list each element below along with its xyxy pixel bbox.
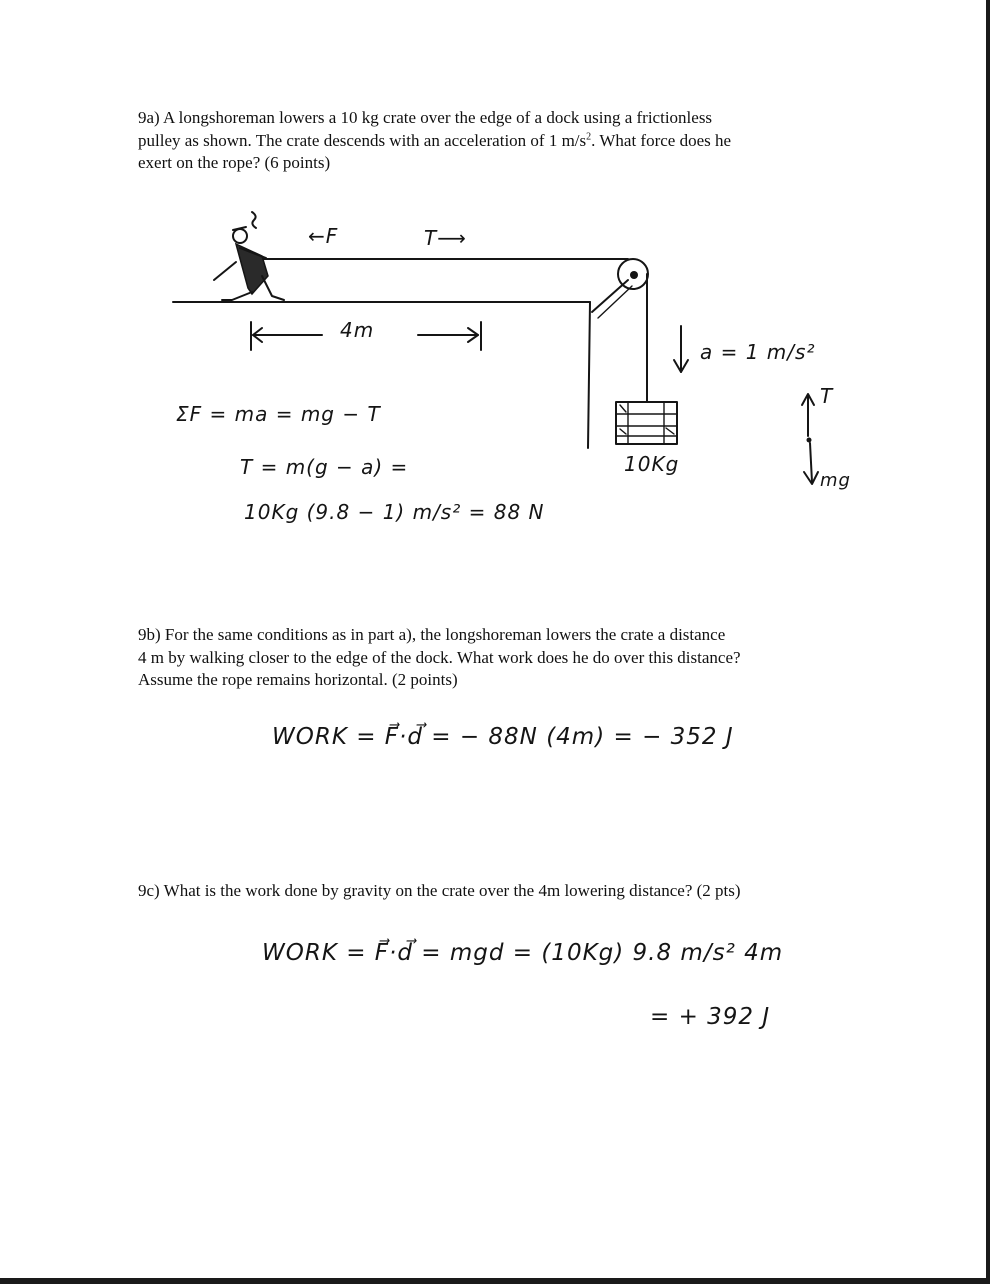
fbd-weight-label: mg bbox=[820, 470, 851, 491]
question-9a-line-1: 9a) A longshoreman lowers a 10 kg crate over the edge of a dock using a frictionless bbox=[138, 108, 713, 127]
scan-edge-bottom bbox=[0, 1278, 990, 1284]
tension-arrow-label: T⟶ bbox=[424, 226, 467, 250]
solution-9b: WORK = F⃗·d⃗ = − 88N (4m) = − 352 J bbox=[272, 724, 734, 750]
solution-9a-line-1: ΣF = ma = mg − T bbox=[176, 402, 381, 426]
longshoreman-figure bbox=[214, 212, 284, 300]
acceleration-label: a = 1 m/s² bbox=[700, 340, 816, 364]
force-arrow-label: ←F bbox=[308, 224, 339, 248]
free-body-diagram bbox=[802, 394, 818, 484]
solution-9a-line-2: T = m(g − a) = bbox=[240, 455, 409, 479]
acceleration-arrow bbox=[674, 326, 688, 372]
question-9b-line-1: 9b) For the same conditions as in part a), the longshoreman lowers the crate a distance bbox=[138, 625, 726, 644]
question-9a-line-2: pulley as shown. The crate descends with an acceleration of 1 $m/s^2$. What force does he bbox=[138, 130, 732, 150]
solution-9a-line-3: 10Kg (9.8 − 1) m/s² = 88 N bbox=[244, 500, 545, 524]
solution-9c-line-2: = + 392 J bbox=[650, 1004, 771, 1030]
question-9b-line-3: Assume the rope remains horizontal. (2 points) bbox=[138, 670, 458, 689]
fbd-tension-label: T bbox=[820, 384, 834, 408]
pulley-axle bbox=[630, 271, 638, 279]
crate-10kg bbox=[616, 402, 677, 444]
question-9c-line-1: 9c) What is the work done by gravity on the crate over the 4m lowering distance? (2 pts) bbox=[138, 881, 741, 900]
distance-label: 4m bbox=[340, 318, 375, 342]
question-9c bbox=[138, 880, 741, 903]
solution-9c-line-1: WORK = F⃗·d⃗ = mgd = (10Kg) 9.8 m/s² 4m bbox=[262, 940, 784, 966]
question-9b-line-2: 4 m by walking closer to the edge of the dock. What work does he do over this distance? bbox=[138, 647, 741, 667]
question-9a-line-3: exert on the rope? (6 points) bbox=[138, 153, 331, 172]
crate-mass-label: 10Kg bbox=[624, 452, 680, 476]
question-9b bbox=[138, 624, 741, 692]
dock-edge bbox=[588, 302, 590, 448]
